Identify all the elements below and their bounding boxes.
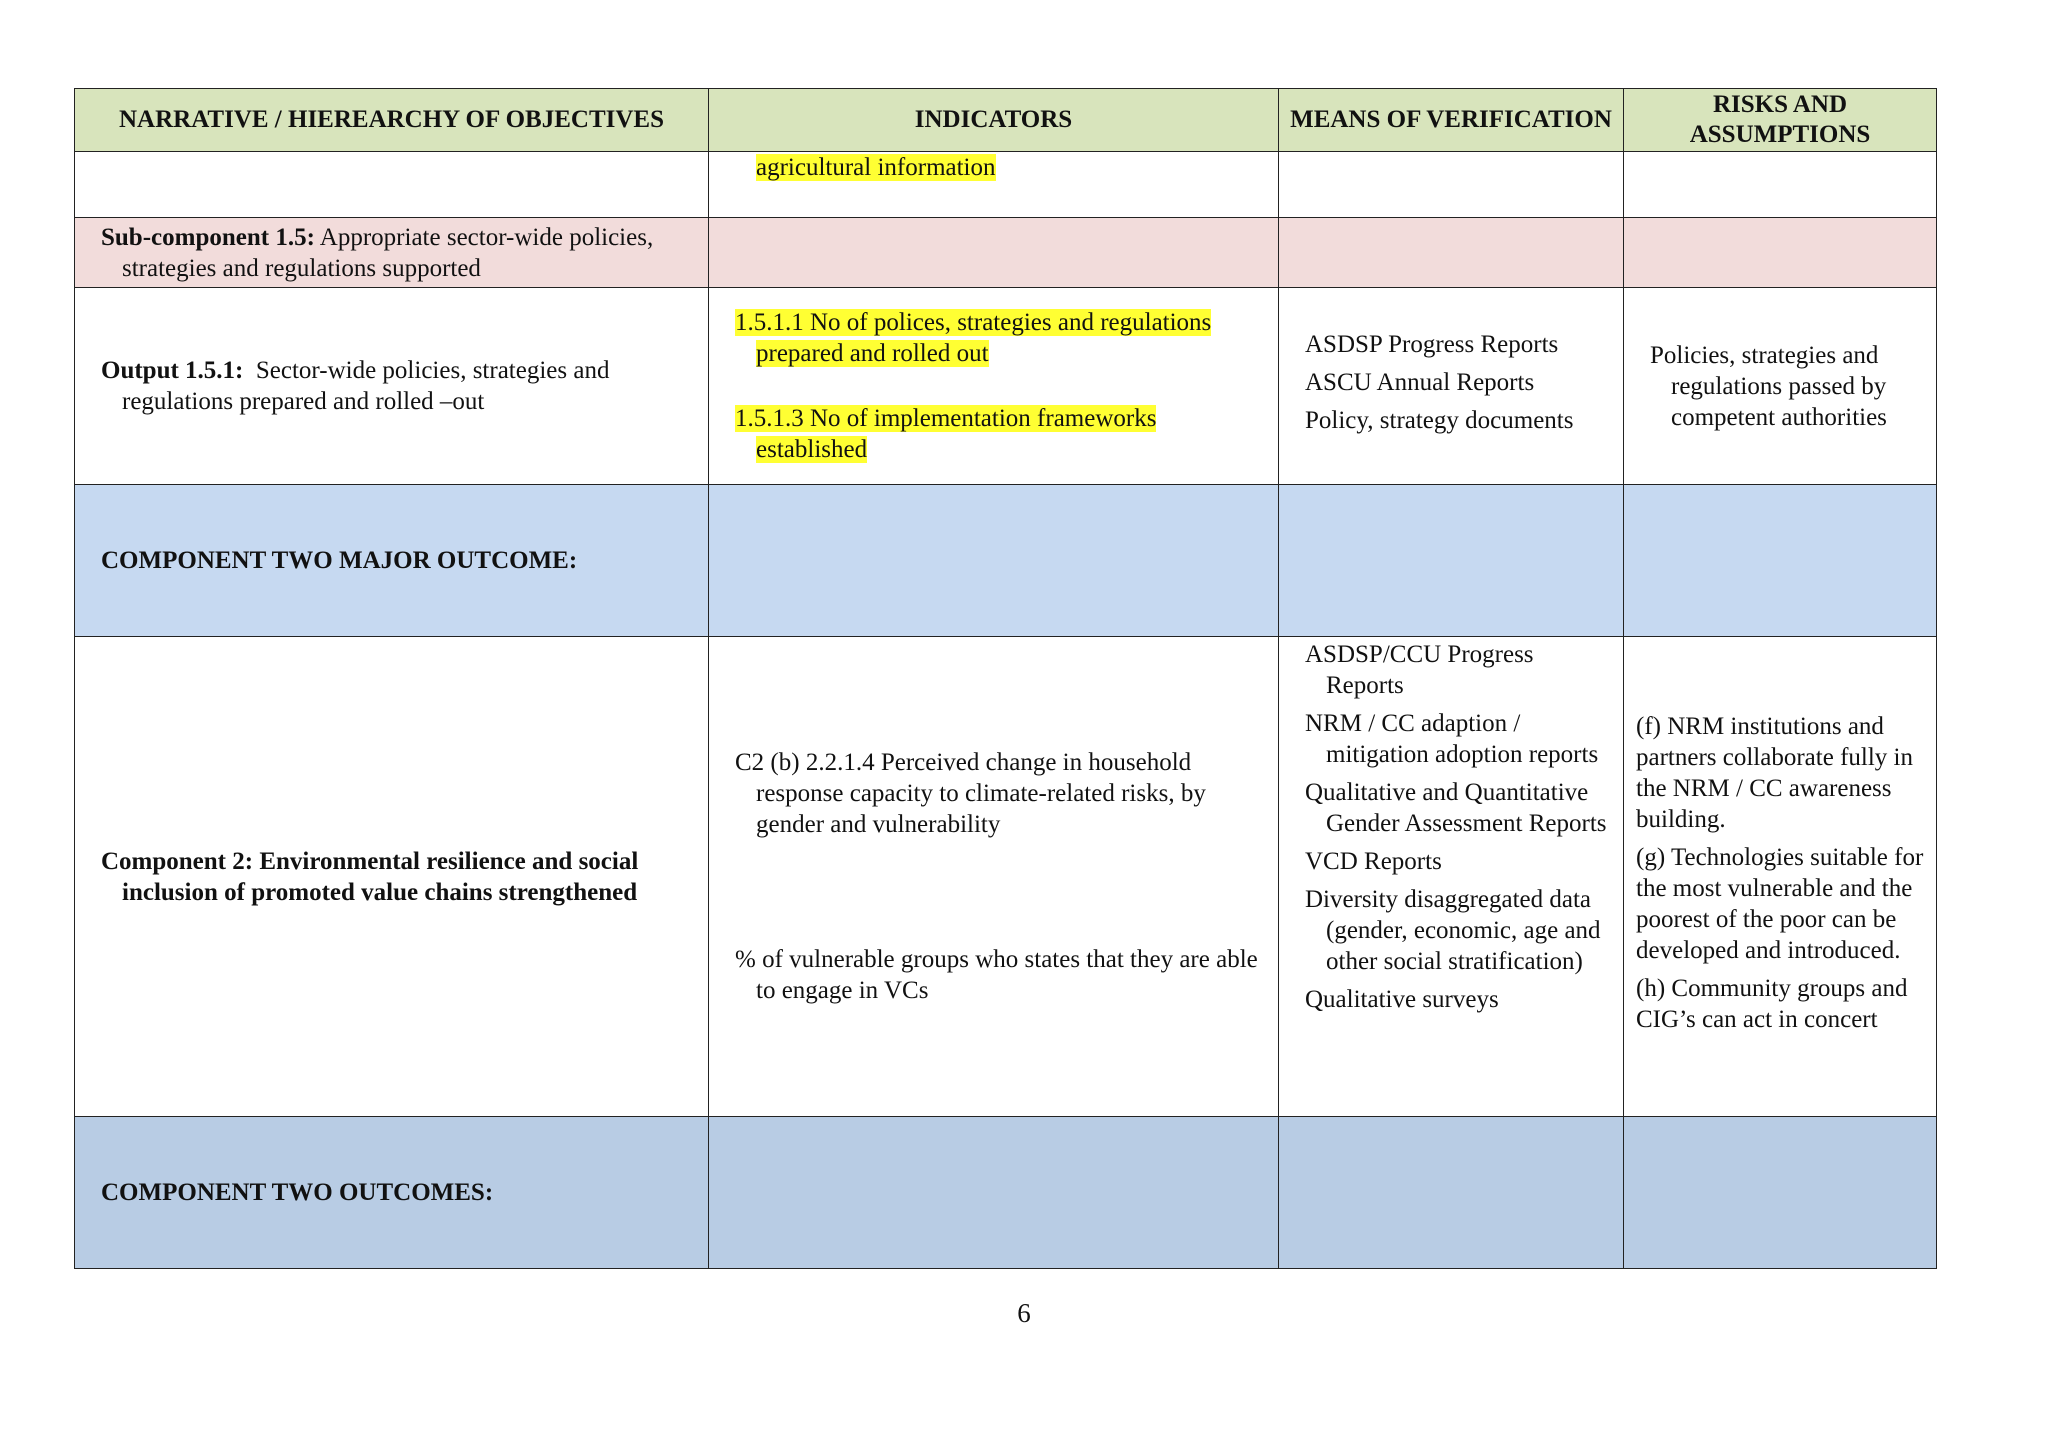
risk-item: (g) Technologies suitable for the most vulnerable and the poorest of the poor can be developed and introduced. [1636,844,1924,964]
cell-risks [1624,1117,1937,1269]
table-row-subcomponent-1-5 [75,218,1937,288]
highlighted-indicator: 1.5.1.1 No of polices, strategies and regulations prepared and rolled out [735,309,1212,367]
table-row-output-1-5-1 [75,288,1937,485]
means-item: Qualitative surveys [1305,986,1499,1013]
means-item: VCD Reports [1305,848,1442,875]
subcomponent-label: Sub-component 1.5: [101,223,315,251]
table-row-component-two-outcomes [75,1117,1937,1269]
cell-narrative [75,152,709,218]
header-means-of-verification: MEANS OF VERIFICATION [1279,89,1624,152]
header-risks-assumptions: RISKS AND ASSUMPTIONS [1624,89,1937,152]
cell-means [1279,218,1624,288]
page-number: 6 [1017,1298,1031,1328]
cell-narrative [75,637,709,1117]
section-heading: COMPONENT TWO OUTCOMES: [101,1179,494,1206]
cell-risks [1624,485,1937,637]
header-narrative: NARRATIVE / HIEREARCHY OF OBJECTIVES [75,89,709,152]
means-item: Diversity disaggregated data (gender, economic, age and other social stratification) [1305,886,1601,975]
cell-risks [1624,152,1937,218]
highlighted-indicator: agricultural information [756,154,996,181]
cell-means [1279,152,1624,218]
logframe-table [74,88,1937,1269]
highlighted-indicator: 1.5.1.3 No of implementation frameworks established [735,405,1157,463]
output-text: Sector-wide policies, strategies and regulations prepared and rolled –out [122,357,610,415]
cell-indicator [709,218,1279,288]
cell-means [1279,485,1624,637]
table-row-component-two-major-outcome [75,485,1937,637]
means-item: ASDSP Progress Reports [1305,331,1559,358]
cell-means [1279,1117,1624,1269]
means-item: ASDSP/CCU Progress Reports [1305,641,1534,699]
cell-narrative [75,1117,709,1269]
means-item: ASCU Annual Reports [1305,369,1535,396]
cell-narrative [75,288,709,485]
risk-item: (h) Community groups and CIG’s can act in concert [1636,975,1908,1033]
section-heading: COMPONENT TWO MAJOR OUTCOME: [101,547,578,574]
output-label: Output 1.5.1: [101,357,244,384]
component-label: Component 2: Environmental resilience and social inclusion of promoted value chains strengthened [101,847,639,906]
cell-narrative [75,218,709,288]
means-item: Qualitative and Quantitative Gender Assessment Reports [1305,779,1607,837]
indicator-text: % of vulnerable groups who states that they are able to engage in VCs [735,946,1258,1004]
cell-means [1279,637,1624,1117]
subcomponent-text: Appropriate sector-wide policies, strategies and regulations supported [122,223,654,282]
header-indicators: INDICATORS [709,89,1279,152]
cell-risks [1624,218,1937,288]
means-item: NRM / CC adaption / mitigation adoption reports [1305,710,1599,768]
risk-item: (f) NRM institutions and partners collaborate fully in the NRM / CC awareness building. [1636,713,1913,833]
cell-risks [1624,637,1937,1117]
indicator-text: C2 (b) 2.2.1.4 Perceived change in household response capacity to climate-related risks, by gender and vulnerability [735,749,1206,838]
cell-indicator [709,152,1279,218]
means-item: Policy, strategy documents [1305,407,1574,434]
cell-indicator [709,485,1279,637]
cell-indicator [709,637,1279,1117]
cell-indicator [709,1117,1279,1269]
cell-risks [1624,288,1937,485]
cell-indicator [709,288,1279,485]
table-row-component-2 [75,637,1937,1117]
table-row-continued [75,152,1937,218]
cell-narrative [75,485,709,637]
cell-means [1279,288,1624,485]
risk-text: Policies, strategies and regulations passed by competent authorities [1650,341,1887,431]
table-header-row [75,89,1937,152]
